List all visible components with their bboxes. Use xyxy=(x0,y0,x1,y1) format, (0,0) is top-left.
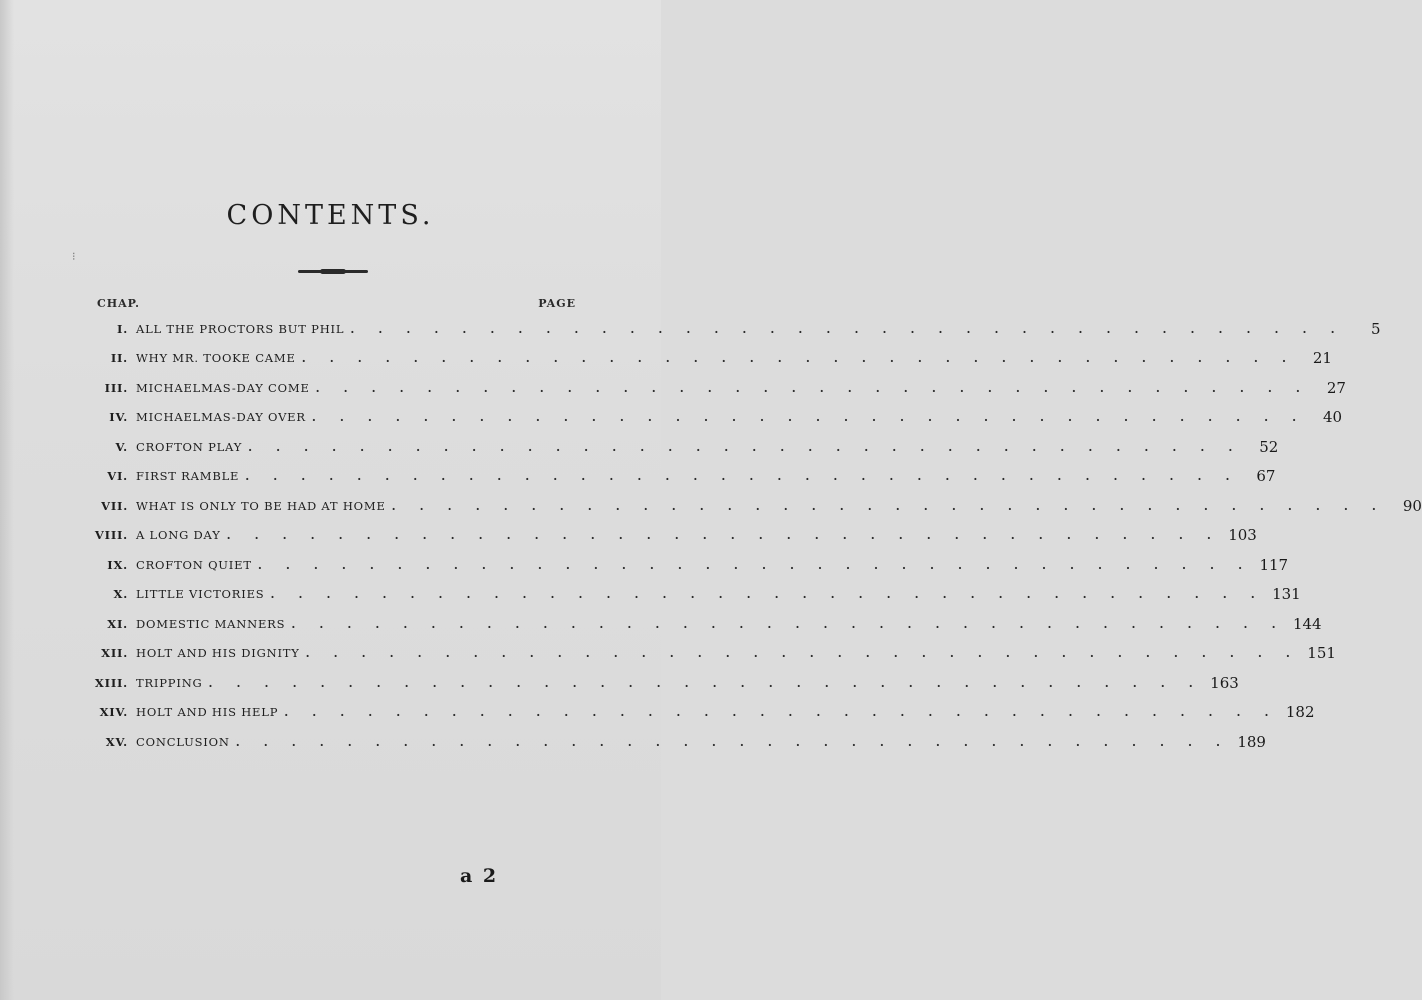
contents-entry xyxy=(70,432,1279,462)
chapter-number: VI. xyxy=(107,469,128,484)
chapter-title: MICHAELMAS-DAY COME xyxy=(136,380,310,395)
chapter-number: X. xyxy=(113,587,128,602)
dot-leader: . . . . . . . . . . . . . . . . . . . . . . . . . . . . . . . . . . . . xyxy=(208,675,1203,690)
page-title: CONTENTS. xyxy=(226,200,435,231)
page-number: 163 xyxy=(1210,673,1239,692)
contents-list xyxy=(70,314,1422,757)
margin-mark: ⁝ xyxy=(72,250,76,263)
contents-entry xyxy=(70,727,1266,757)
chapter-title: DOMESTIC MANNERS xyxy=(136,616,286,631)
chapter-number: IV. xyxy=(109,410,128,425)
chapter-title: WHY MR. TOOKE CAME xyxy=(136,351,296,366)
dot-leader: . . . . . . . . . . . . . . . . . . . . . . . . . . . . . . . . . . . . xyxy=(235,734,1230,749)
chapter-title: HOLT AND HIS HELP xyxy=(136,705,279,720)
contents-entry xyxy=(70,668,1239,698)
contents-entry xyxy=(70,491,1422,521)
page-number: 103 xyxy=(1228,526,1257,545)
ornamental-rule xyxy=(298,270,368,273)
contents-entry xyxy=(70,314,1381,344)
page-number: 40 xyxy=(1323,408,1343,427)
chapter-title: CROFTON PLAY xyxy=(136,439,243,454)
dot-leader: . . . . . . . . . . . . . . . . . . . . . . . . . . . . . . . . . . . . xyxy=(226,528,1221,543)
contents-entry xyxy=(70,462,1276,492)
chapter-number: III. xyxy=(104,380,128,395)
chapter-title: ALL THE PROCTORS BUT PHIL xyxy=(136,321,345,336)
page-number: 189 xyxy=(1237,732,1266,751)
chapter-number: XIII. xyxy=(94,675,128,690)
page-number: 131 xyxy=(1272,585,1301,604)
contents-entry xyxy=(70,521,1257,551)
chapter-title: FIRST RAMBLE xyxy=(136,469,240,484)
chapter-number: VII. xyxy=(101,498,128,513)
contents-entry xyxy=(70,344,1332,374)
chapter-number: VIII. xyxy=(94,528,128,543)
page-number: 67 xyxy=(1256,467,1276,486)
dot-leader: . . . . . . . . . . . . . . . . . . . . . . . . . . . . . . . . . . . . xyxy=(291,616,1286,631)
chapter-number: V. xyxy=(115,439,128,454)
dot-leader: . . . . . . . . . . . . . . . . . . . . . . . . . . . . . . . . . . . . xyxy=(315,380,1310,395)
contents-entry xyxy=(70,403,1343,433)
page-number: 182 xyxy=(1285,703,1315,722)
dot-leader: . . . . . . . . . . . . . . . . . . . . . . . . . . . . . . . . . . . . xyxy=(270,587,1265,602)
contents-entry xyxy=(70,580,1301,610)
signature-mark: a 2 xyxy=(460,865,499,887)
contents-entry xyxy=(70,698,1315,728)
chapter-number: XII. xyxy=(101,646,128,661)
page-edge-shadow xyxy=(0,0,14,1000)
page-number: 117 xyxy=(1259,555,1289,574)
dot-leader: . . . . . . . . . . . . . . . . . . . . . . . . . . . . . . . . . . . . xyxy=(391,498,1386,513)
chapter-title: MICHAELMAS-DAY OVER xyxy=(136,410,306,425)
dot-leader: . . . . . . . . . . . . . . . . . . . . . . . . . . . . . . . . . . . . xyxy=(305,646,1300,661)
dot-leader: . . . . . . . . . . . . . . . . . . . . . . . . . . . . . . . . . . . . xyxy=(248,439,1243,454)
chapter-title: CROFTON QUIET xyxy=(136,557,252,572)
chapter-number: XIV. xyxy=(99,705,128,720)
dot-leader: . . . . . . . . . . . . . . . . . . . . . . . . . . . . . . . . . . . . xyxy=(257,557,1253,572)
contents-entry xyxy=(70,550,1289,580)
page-number: 52 xyxy=(1259,437,1279,456)
page-column-header: PAGE xyxy=(538,297,576,310)
chapter-title: HOLT AND HIS DIGNITY xyxy=(136,646,300,661)
chapter-title: A LONG DAY xyxy=(136,528,221,543)
chapter-number: XV. xyxy=(105,734,128,749)
dot-leader: . . . . . . . . . . . . . . . . . . . . . . . . . . . . . . . . . . . . xyxy=(284,705,1279,720)
page-number: 21 xyxy=(1312,349,1332,368)
contents-entry xyxy=(70,609,1322,639)
contents-entry xyxy=(70,639,1336,669)
chapter-title: TRIPPING xyxy=(136,675,203,690)
dot-leader: . . . . . . . . . . . . . . . . . . . . . . . . . . . . . . . . . . . . xyxy=(245,469,1240,484)
dot-leader: . . . . . . . . . . . . . . . . . . . . . . . . . . . . . . . . . . . . xyxy=(301,351,1296,366)
chapter-title: WHAT IS ONLY TO BE HAD AT HOME xyxy=(136,498,386,513)
chapter-column-header: CHAP. xyxy=(97,297,140,310)
dot-leader: . . . . . . . . . . . . . . . . . . . . . . . . . . . . . . . . . . . . xyxy=(350,321,1345,336)
dot-leader: . . . . . . . . . . . . . . . . . . . . . . . . . . . . . . . . . . . . xyxy=(311,410,1307,425)
chapter-number: I. xyxy=(117,321,128,336)
page-number: 5 xyxy=(1371,319,1381,338)
chapter-number: II. xyxy=(110,351,128,366)
page-number: 90 xyxy=(1402,496,1422,515)
chapter-number: XI. xyxy=(107,616,128,631)
chapter-title: CONCLUSION xyxy=(136,734,230,749)
contents-entry xyxy=(70,373,1346,403)
page-number: 144 xyxy=(1292,614,1322,633)
chapter-number: IX. xyxy=(107,557,128,572)
chapter-title: LITTLE VICTORIES xyxy=(136,587,265,602)
page-number: 151 xyxy=(1307,644,1336,663)
page-number: 27 xyxy=(1326,378,1346,397)
